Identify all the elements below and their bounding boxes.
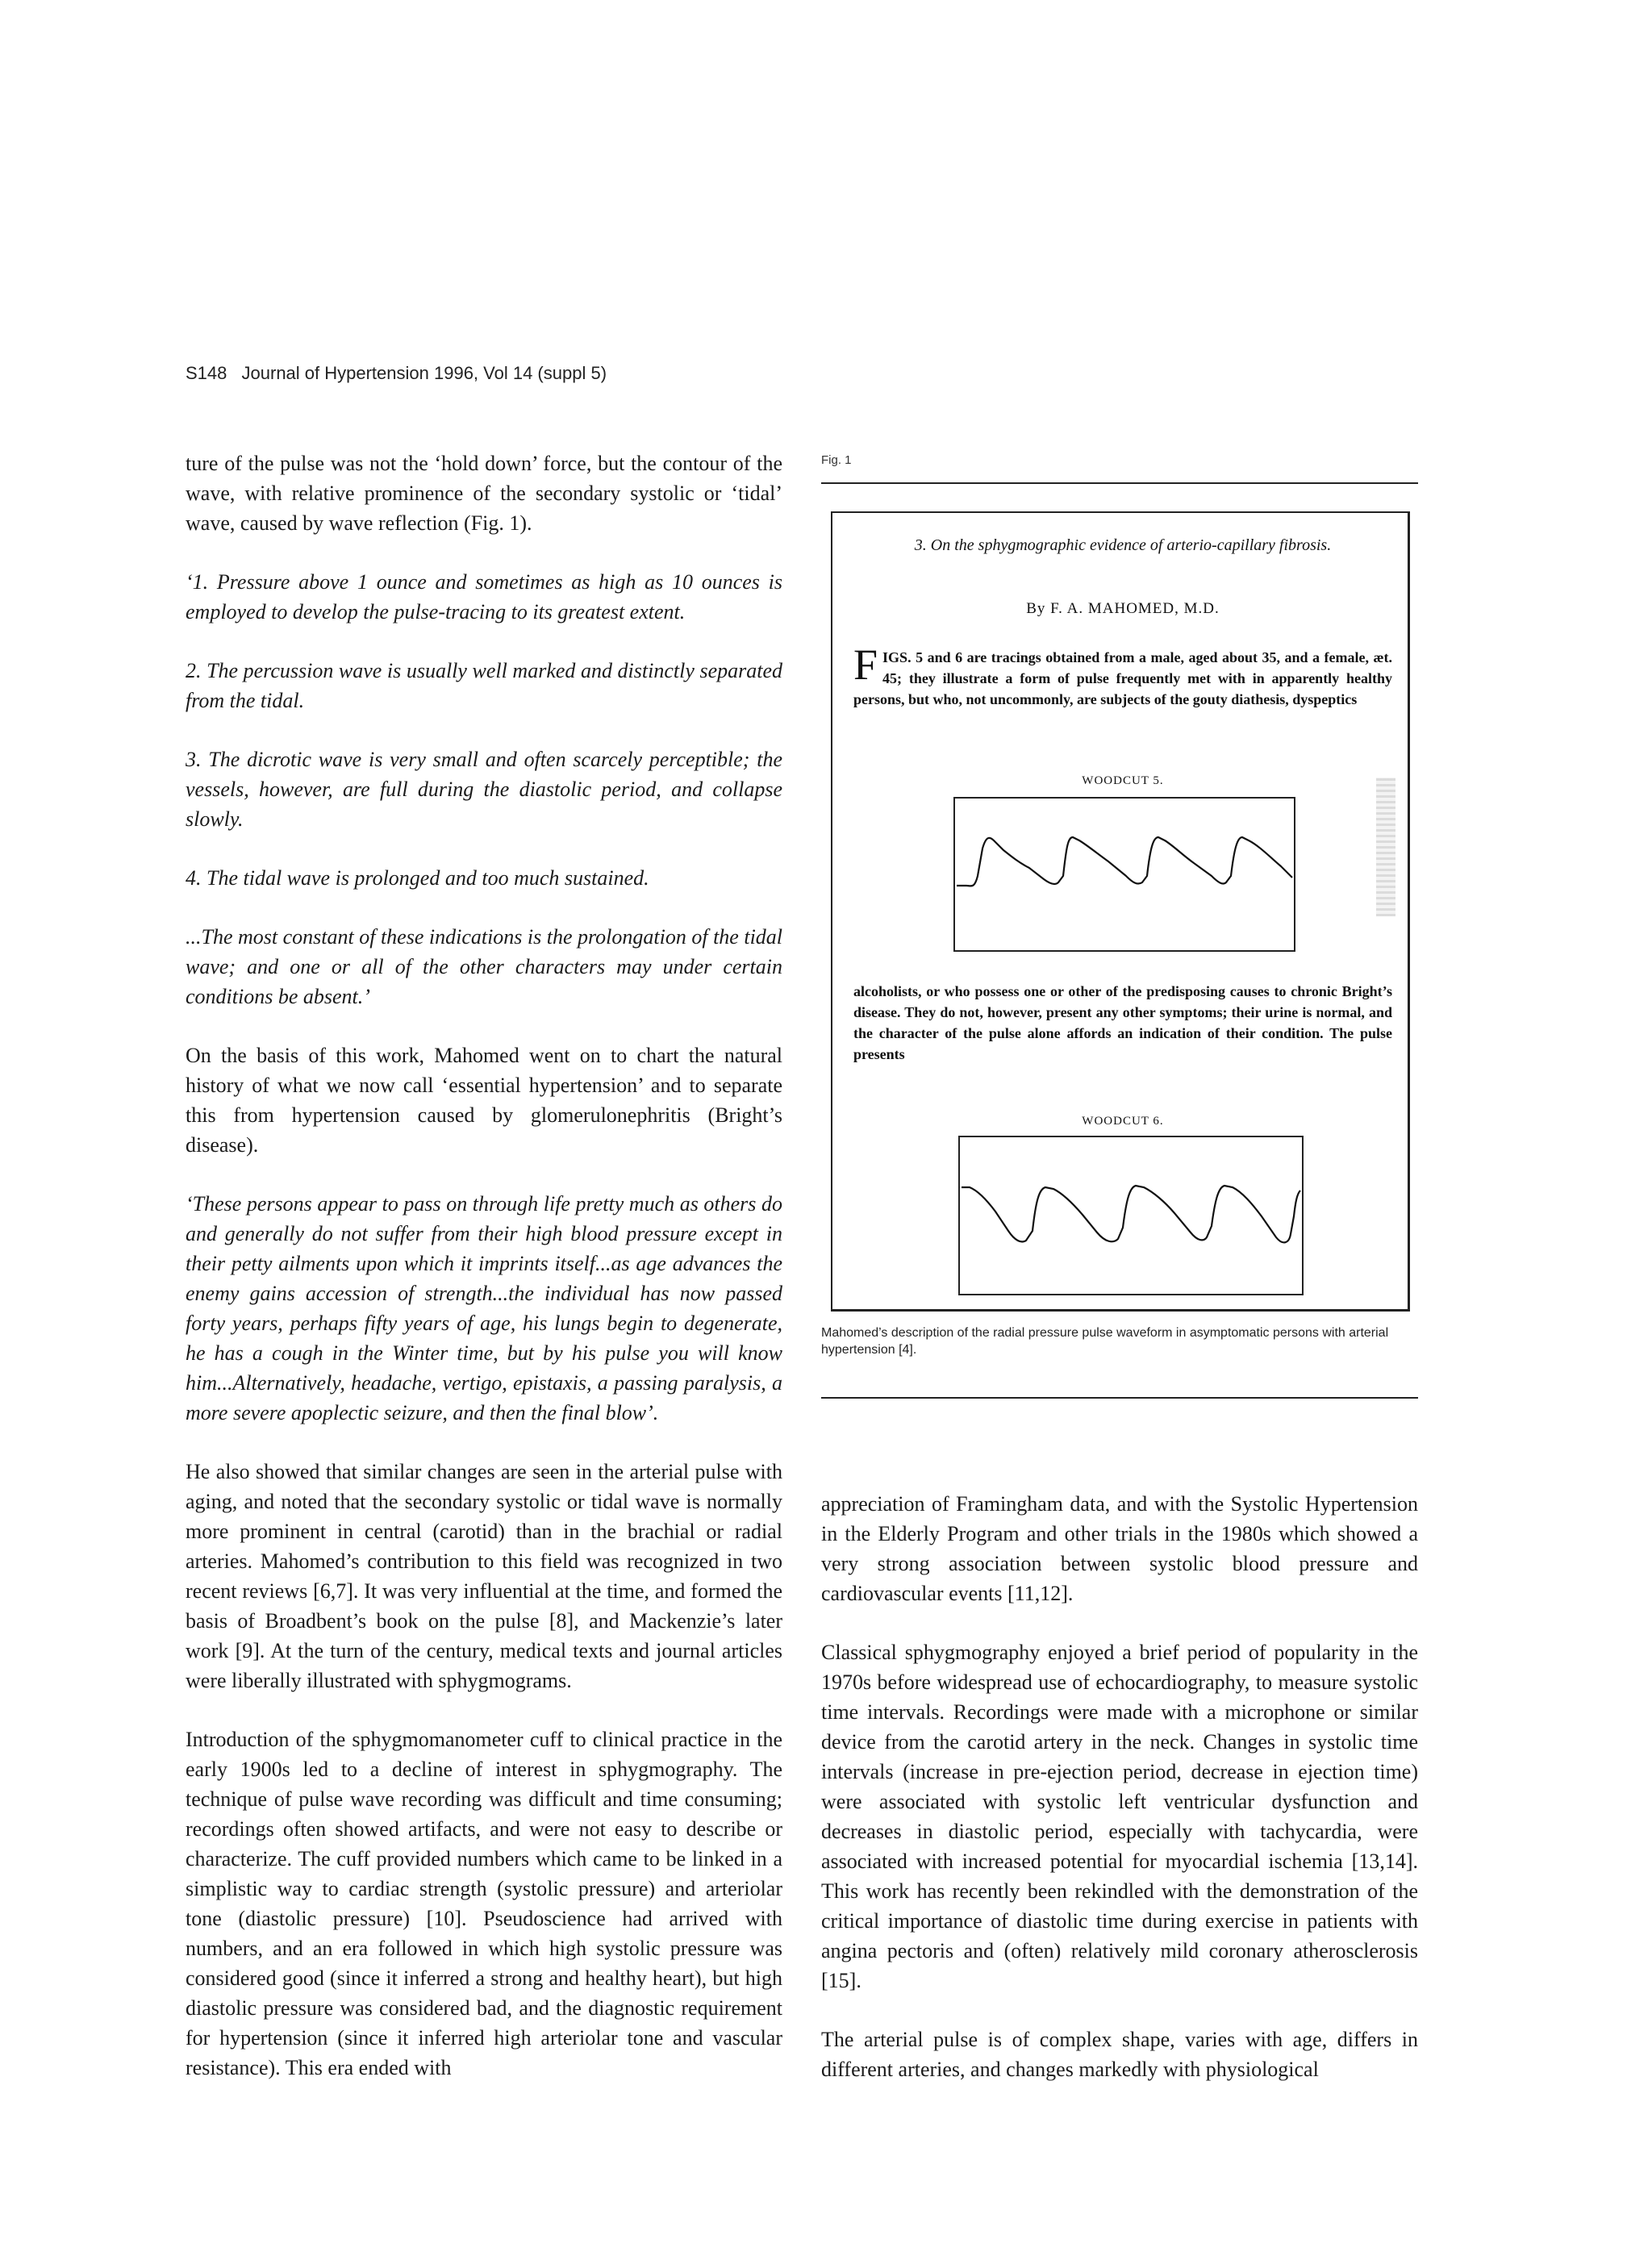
paragraph: appreciation of Framingham data, and with the Systolic Hypertension in the Elderly Program and other trials in the 1980s which showed a very strong association between systolic blood pressure and cardiovascular events [11,12].	[821, 1492, 1418, 1605]
block-quote: ‘These persons appear to pass on through life pretty much as others do and generally do not suffer from their high blood pressure except in their petty ailments upon which it imprints itself...as age advances the enemy gains accession of strength...the individual has now passed forty years, perhaps fifty years of age, his lungs begin to degenerate, he has a cough in the Winter time, but by his pulse you will know him...Alternatively, headache, vertigo, epistaxis, a passing paralysis, a more severe apoplectic seizure, and then the final blow’.	[186, 1192, 782, 1424]
paragraph: Introduction of the sphygmomanometer cuff to clinical practice in the early 1900s led to a decline of interest in sphygmography. The technique of pulse wave recording was difficult and time consuming; recordings often showed artifacts, and were not easy to describe or characterize. The cuff provided numbers which came to be linked in a simplistic way to cardiac strength (systolic pressure) and arteriolar tone (diastolic pressure) [10]. Pseudoscience had arrived with numbers, and an era followed in which high systolic pressure was considered good (since it inferred a strong and healthy heart), but high diastolic pressure was considered bad, and the diagnostic requirement for hypertension (since it inferred high arteriolar tone and vascular resistance). This era ended with	[186, 1728, 782, 2079]
paragraph: ture of the pulse was not the ‘hold down’ force, but the contour of the wave, with relative prominence of the secondary systolic or ‘tidal’ wave, caused by wave reflection (Fig. 1).	[186, 452, 782, 535]
paragraph: He also showed that similar changes are seen in the arterial pulse with aging, and noted that the secondary systolic or tidal wave is normally more prominent in central (carotid) than in the brachial or radial arteries. Mahomed’s contribution to this field was recognized in two recent reviews [6,7]. It was very influential at the time, and formed the basis of Broadbent’s book on the pulse [8], and Mackenzie’s later work [9]. At the turn of the century, medical texts and journal articles were liberally illustrated with sphygmograms.	[186, 1460, 782, 1692]
figure-panel	[831, 511, 1410, 1312]
quote-item-1: ‘1. Pressure above 1 ounce and sometimes as high as 10 ounces is employed to develop the pulse-tracing to its greatest extent.	[186, 570, 782, 623]
paragraph: The arterial pulse is of complex shape, varies with age, differs in different arteries, and changes markedly with physiological	[821, 2028, 1418, 2081]
paragraph: On the basis of this work, Mahomed went on to chart the natural history of what we now call ‘essential hypertension’ and to separate this from hypertension caused by glomerulonephritis (Bright’s disease).	[186, 1044, 782, 1157]
right-column	[821, 1489, 1418, 2084]
pulse-tracing-6	[958, 1136, 1304, 1295]
paragraph: Classical sphygmography enjoyed a brief period of popularity in the 1970s before widespread use of echocardiography, to measure systolic time intervals. Recordings were made with a microphone or similar device from the carotid artery in the neck. Changes in systolic time intervals (increase in pre-ejection period, decrease in ejection time) were associated with systolic left ventricular dysfunction and decreases in diastolic period, especially with tachycardia, were associated with increased potential for myocardial ischemia [13,14]. This work has recently been rekindled with the demonstration of the critical importance of diastolic time during exercise in patients with angina pectoris and (often) relatively mild coronary atherosclerosis [15].	[821, 1641, 1418, 1992]
running-header	[186, 363, 607, 384]
quote-item-3: 3. The dicrotic wave is very small and often scarcely perceptible; the vessels, however, are full during the diastolic period, and collapse slowly.	[186, 748, 782, 831]
journal-citation: Journal of Hypertension 1996, Vol 14 (suppl 5)	[241, 363, 607, 383]
figure-byline: By F. A. MAHOMED, M.D.	[1026, 600, 1220, 617]
figure-text-1	[853, 640, 1392, 710]
woodcut-6-label: WOODCUT 6.	[1082, 1115, 1164, 1128]
pulse-waveform-5	[955, 799, 1294, 950]
figure-bottom-rule	[821, 1397, 1418, 1399]
figure-title: 3. On the sphygmographic evidence of arterio-capillary fibrosis.	[914, 536, 1332, 554]
pulse-waveform-6	[960, 1137, 1302, 1294]
drop-cap: F	[853, 640, 878, 689]
quote-item-5: ...The most constant of these indications is the prolongation of the tidal wave; and one or all of the other characters may under certain conditions be absent.’	[186, 925, 783, 1008]
quote-item-4: 4. The tidal wave is prolonged and too much sustained.	[186, 866, 649, 890]
woodcut-5-label: WOODCUT 5.	[1082, 774, 1164, 787]
quote-item-2: 2. The percussion wave is usually well marked and distinctly separated from the tidal.	[186, 659, 782, 712]
figure-top-rule	[821, 482, 1418, 484]
page-number: S148	[186, 363, 227, 383]
figure-caption: Mahomed’s description of the radial pressure pulse waveform in asymptomatic persons with arterial hypertension [4].	[821, 1326, 1389, 1357]
figure-label: Fig. 1	[821, 453, 852, 467]
figure-text-1-body: IGS. 5 and 6 are tracings obtained from a male, aged about 35, and a female, æt. 45; they illustrate a form of pulse frequently met with in apparently healthy persons, but who, not uncommonly, are subjects of the gouty diathesis, dyspeptics	[853, 649, 1392, 707]
left-column	[186, 448, 782, 2083]
pulse-tracing-5	[953, 797, 1295, 952]
scan-artifact	[1376, 778, 1395, 916]
figure-text-2: alcoholists, or who possess one or other of the predisposing causes to chronic Bright’s disease. They do not, however, present any other symptoms; their urine is normal, and the character of the pulse alone affords an indication of their condition. The pulse presents	[853, 983, 1392, 1062]
